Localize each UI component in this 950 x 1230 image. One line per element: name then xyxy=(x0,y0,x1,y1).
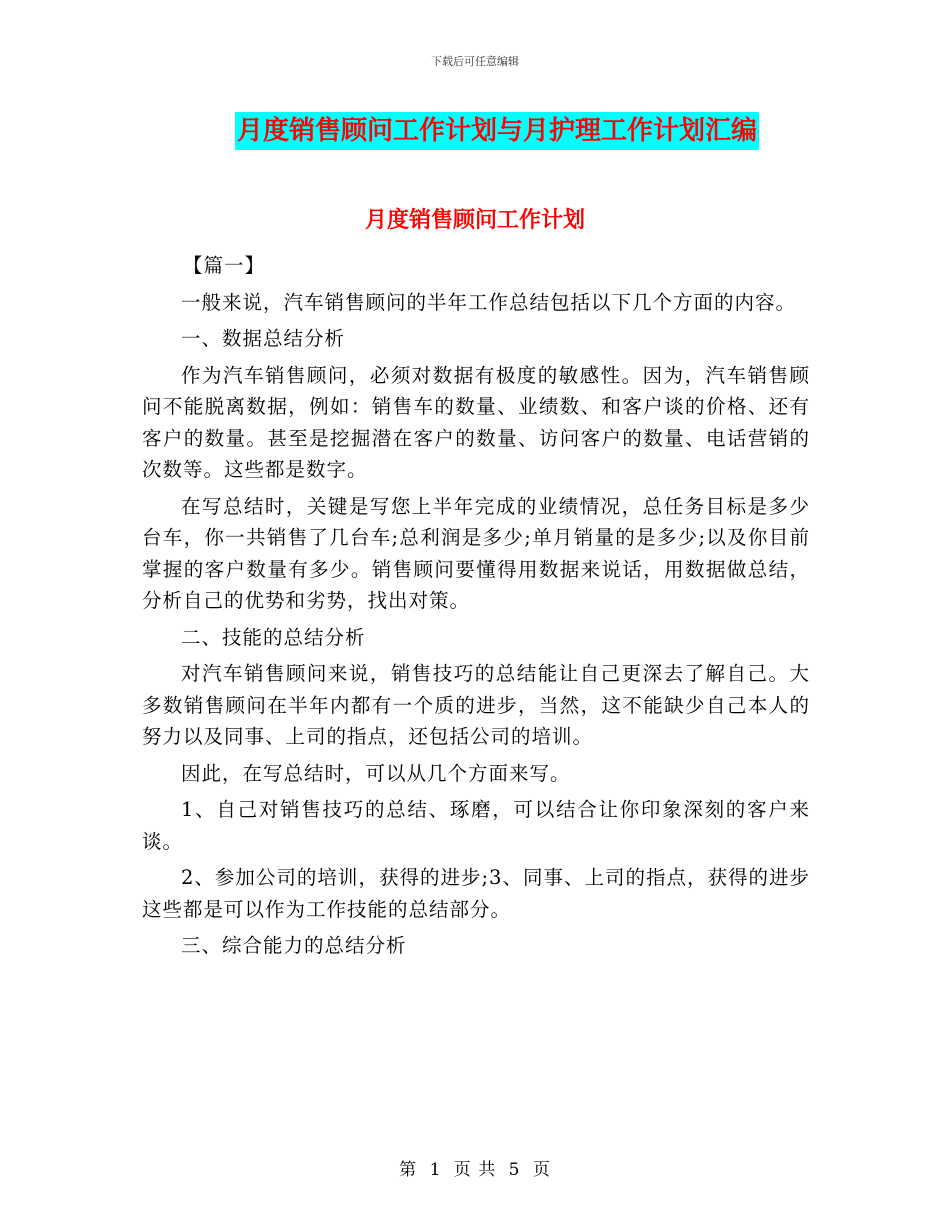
paragraph: 三、综合能力的总结分析 xyxy=(181,934,407,957)
footer-page-total: 5 xyxy=(508,1160,521,1180)
paragraph: 2、参加公司的培训，获得的进步;3、同事、上司的指点，获得的进步这些都是可以作为工作技能的总结部分。 xyxy=(142,866,810,921)
document-body xyxy=(142,250,810,967)
document-title xyxy=(0,112,950,150)
footer-prefix: 第 xyxy=(399,1160,418,1180)
paragraph: 1、自己对销售技巧的总结、琢磨，可以结合让你印象深刻的客户来谈。 xyxy=(142,798,810,853)
paragraph: 【篇一】 xyxy=(182,254,265,277)
footer-page-number: 1 xyxy=(429,1160,442,1180)
page-footer xyxy=(0,1155,950,1180)
document-title-text: 月度销售顾问工作计划与月护理工作计划汇编 xyxy=(235,112,759,150)
paragraph: 对汽车销售顾问来说，销售技巧的总结能让自己更深去了解自己。大多数销售顾问在半年内都有一个质的进步，当然，这不能缺少自己本人的努力以及同事、上司的指点，还包括公司的培训。 xyxy=(142,662,810,748)
section-title: 月度销售顾问工作计划 xyxy=(364,208,585,233)
footer-suffix: 页 xyxy=(532,1160,551,1180)
paragraph: 二、技能的总结分析 xyxy=(181,625,366,649)
paragraph: 一般来说，汽车销售顾问的半年工作总结包括以下几个方面的内容。 xyxy=(181,290,797,314)
paragraph: 作为汽车销售顾问，必须对数据有极度的敏感性。因为，汽车销售顾问不能脱离数据，例如：销售车的数量、业绩数、和客户谈的价格、还有客户的数量。甚至是挖掘潜在客户的数量、访问客户的数量、电话营销的次数等。这些都是数字。 xyxy=(142,363,810,481)
footer-mid: 页 共 xyxy=(453,1160,497,1180)
paragraph: 因此，在写总结时，可以从几个方面来写。 xyxy=(181,761,571,785)
paragraph: 在写总结时，关键是写您上半年完成的业绩情况，总任务目标是多少台车，你一共销售了几台车;总利润是多少;单月销量的是多少;以及你目前掌握的客户数量有多少。销售顾问要懂得用数据来说话，用数据做总结，分析自己的优势和劣势，找出对策。 xyxy=(142,494,810,612)
paragraph: 一、数据总结分析 xyxy=(181,327,346,350)
header-note: 下载后可任意编辑 xyxy=(431,55,519,68)
